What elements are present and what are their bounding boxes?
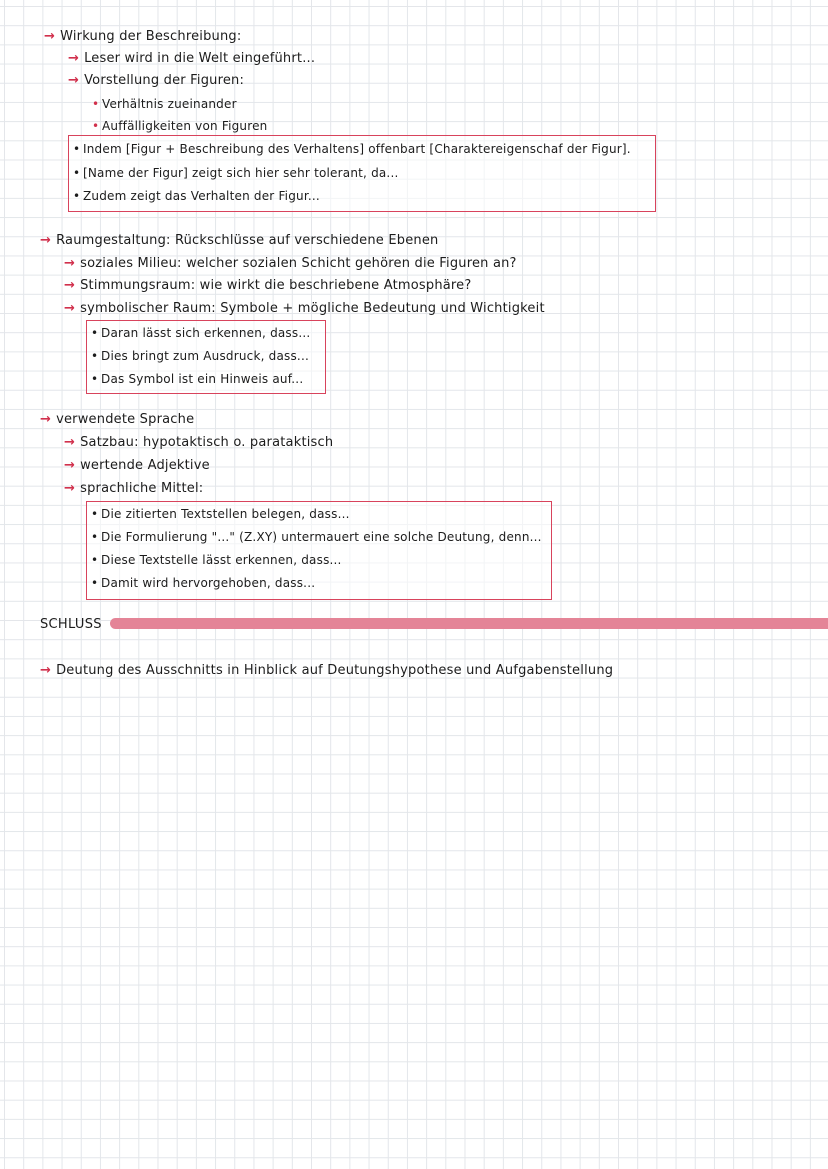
box-line: • Die Formulierung "..." (Z.XY) untermauert eine solche Deutung, denn... xyxy=(91,530,542,544)
bullet-icon: • xyxy=(73,142,81,156)
section1-sub2: • Auffälligkeiten von Figuren xyxy=(92,119,268,133)
box-line: • Diese Textstelle lässt erkennen, dass... xyxy=(91,553,342,567)
arrow-icon: → xyxy=(40,233,52,248)
box-line: • Die zitierten Textstellen belegen, dass... xyxy=(91,507,350,521)
bullet-icon: • xyxy=(91,349,99,363)
bullet-icon: • xyxy=(92,97,100,111)
box-line: • Daran lässt sich erkennen, dass... xyxy=(91,326,311,340)
section1-example-box xyxy=(68,135,656,212)
section1-item1: → Leser wird in die Welt eingeführt... xyxy=(68,51,316,66)
bullet-icon: • xyxy=(92,119,100,133)
section-divider-bar xyxy=(110,618,828,629)
arrow-icon: → xyxy=(40,412,52,427)
arrow-icon: → xyxy=(68,73,80,88)
bullet-icon: • xyxy=(91,326,99,340)
bullet-icon: • xyxy=(91,372,99,386)
section2-heading: → Raumgestaltung: Rückschlüsse auf verschiedene Ebenen xyxy=(40,233,439,248)
section3-heading: → verwendete Sprache xyxy=(40,412,195,427)
section2-item1: → soziales Milieu: welcher sozialen Schicht gehören die Figuren an? xyxy=(64,256,517,271)
box-line: • Das Symbol ist ein Hinweis auf... xyxy=(91,372,304,386)
arrow-icon: → xyxy=(64,256,76,271)
arrow-icon: → xyxy=(64,481,76,496)
bullet-icon: • xyxy=(91,576,99,590)
bullet-icon: • xyxy=(91,507,99,521)
box-line: • Indem [Figur + Beschreibung des Verhaltens] offenbart [Charaktereigenschaf der Figur]. xyxy=(73,142,631,156)
section2-example-box xyxy=(86,320,326,394)
section3-item2: → wertende Adjektive xyxy=(64,458,210,473)
arrow-icon: → xyxy=(40,663,52,678)
arrow-icon: → xyxy=(64,458,76,473)
schluss-item1: → Deutung des Ausschnitts in Hinblick auf Deutungshypothese und Aufgabenstellung xyxy=(40,663,614,678)
arrow-icon: → xyxy=(64,301,76,316)
bullet-icon: • xyxy=(91,553,99,567)
bullet-icon: • xyxy=(73,189,81,203)
section3-item3: → sprachliche Mittel: xyxy=(64,481,204,496)
box-line: • [Name der Figur] zeigt sich hier sehr tolerant, da... xyxy=(73,166,399,180)
section2-item3: → symbolischer Raum: Symbole + mögliche Bedeutung und Wichtigkeit xyxy=(64,301,545,316)
section3-item1: → Satzbau: hypotaktisch o. parataktisch xyxy=(64,435,334,450)
section2-item2: → Stimmungsraum: wie wirkt die beschriebene Atmosphäre? xyxy=(64,278,472,293)
box-line: • Damit wird hervorgehoben, dass... xyxy=(91,576,316,590)
arrow-icon: → xyxy=(44,29,56,44)
arrow-icon: → xyxy=(64,278,76,293)
box-line: • Zudem zeigt das Verhalten der Figur... xyxy=(73,189,320,203)
bullet-icon: • xyxy=(73,166,81,180)
bullet-icon: • xyxy=(91,530,99,544)
box-line: • Dies bringt zum Ausdruck, dass... xyxy=(91,349,309,363)
section1-sub1: • Verhältnis zueinander xyxy=(92,97,237,111)
arrow-icon: → xyxy=(64,435,76,450)
section1-heading: → Wirkung der Beschreibung: xyxy=(44,29,242,44)
schluss-label: SCHLUSS xyxy=(40,617,102,632)
arrow-icon: → xyxy=(68,51,80,66)
section3-example-box xyxy=(86,501,552,600)
section1-item2: → Vorstellung der Figuren: xyxy=(68,73,245,88)
